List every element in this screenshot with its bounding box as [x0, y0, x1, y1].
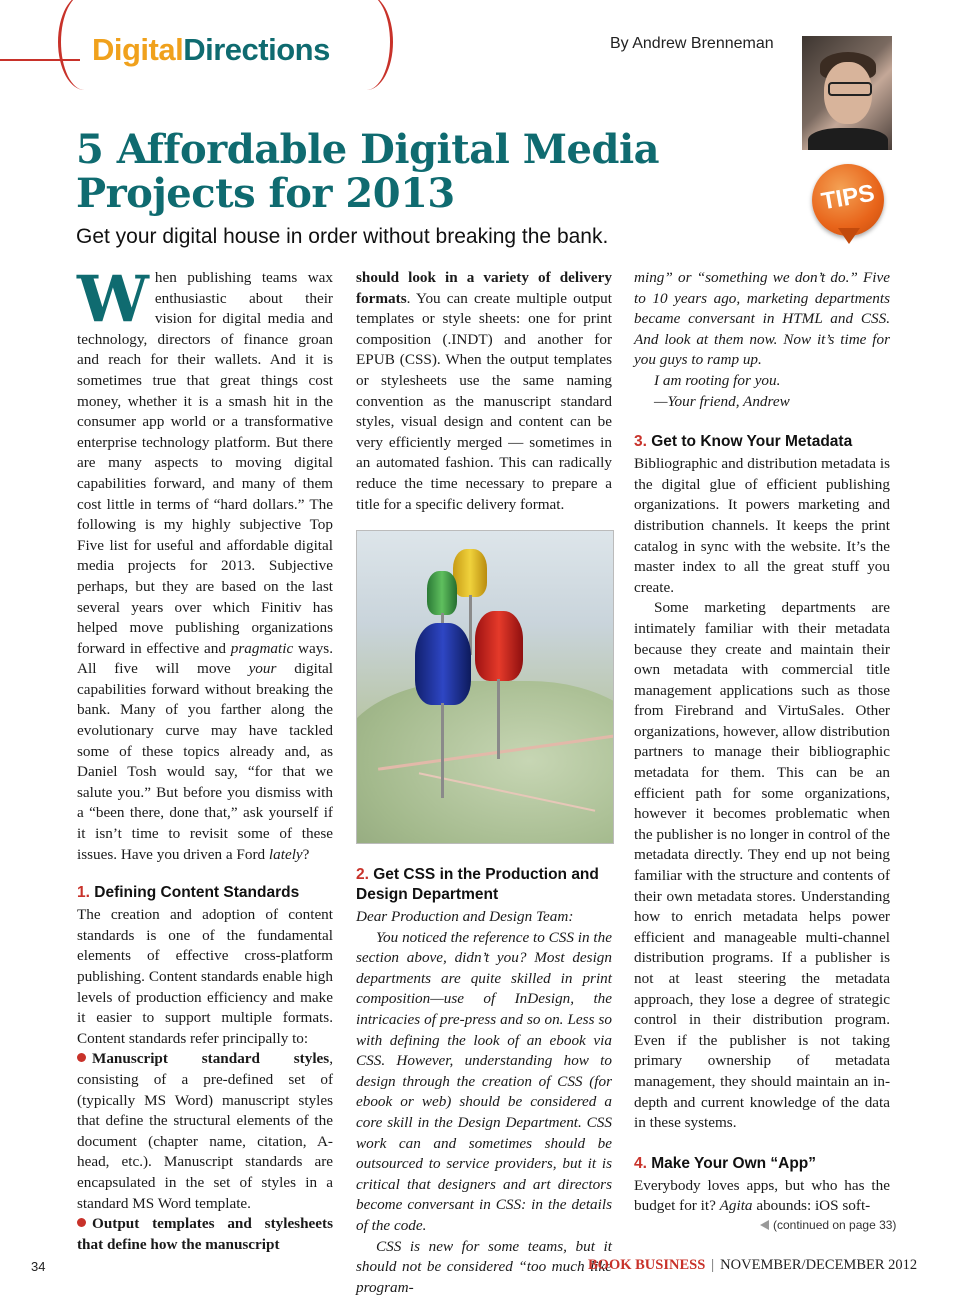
- intro-em-lately: lately: [268, 845, 303, 863]
- section-1-bullet-2-start: Output templates and stylesheets that define how the manuscript: [77, 1215, 333, 1253]
- intro-em-your: your: [248, 660, 277, 678]
- section-1-bullet-1: [77, 1049, 333, 1214]
- brand-part-digital: Digital: [92, 32, 184, 67]
- column-2-top: [356, 268, 612, 515]
- section-3-title: Get to Know Your Metadata: [651, 433, 853, 451]
- letter-paragraph-1: You noticed the reference to CSS in the section above, didn’t you? Most design departments are quite skilled in print composition—use of InDesign, the intricacies of pre-press and so on. Less so with defining the look of an ebook via CSS. However, understanding how to design through the creation of CSS (for ebook or web) should be considered a core skill in the Design Department. CSS work can and sometimes should be outsourced to service providers, but it is critical that designers and art directors become conversant in CSS: in the details of the code.: [356, 928, 612, 1234]
- pushpins-on-map-photo: [356, 530, 614, 844]
- article-subtitle: Get your digital house in order without breaking the bank.: [76, 225, 609, 248]
- section-3-paragraph-2: Some marketing departments are intimately familiar with their metadata because they create and maintain their own metadata with commercial title management applications such as those from Firebrand and VirtuSales. Other organizations, however, allow distribution partners to manage their bibliographic metadata for them. This can be an efficient path for some organizations, however it becomes problematic when the publisher is no longer in control of the metadata directly. They end up not being familiar with the structure and contents of their own metadata stores. Understanding how to enrich metadata helps power efficient and manageable multi-channel distribution programs. If a publisher is not at least steering the metadata approach, they lose a degree of strategic control in their distribution program. Even if the publisher is not taking primary ownership of metadata management, they should maintain an in-depth and current knowledge of the data in these systems.: [634, 599, 890, 1132]
- section-1-bullet-2-cont: should look in a variety of delivery formats. You can create multiple output templates or style sheets: one for print composition (.INDT) and another for EPUB (CSS). When the output templates or stylesheets use the same naming convention as the manuscript standard styles, visual design and content can be very efficiently merged — sometimes in an automated fashion. This can radically reduce the time necessary to prepare a title for a specific delivery format.: [356, 269, 612, 513]
- publication-name: BOOK BUSINESS: [588, 1257, 706, 1273]
- section-3-number: 3.: [634, 433, 647, 451]
- brand-part-directions: Directions: [183, 32, 330, 67]
- intro-text-c: digital capabilities forward without breaking the bank. Many of you farther along the evolutionary curve may have tackled some of these topics already and, as Daniel Tosh would say, “for that we salute you.” But before you dismiss with a “been there, done that,” ask yourself if it isn’t time to revisit some of these issues. Have you driven a Ford: [77, 660, 334, 863]
- author-photo: [802, 36, 892, 150]
- header-bracket-right: [340, 0, 393, 90]
- bullet-dot-icon: [77, 1218, 86, 1227]
- intro-text-b: ways. All five will move: [77, 639, 333, 678]
- section-4-text-b: abounds: iOS soft-: [752, 1197, 871, 1215]
- bullet-dot-icon: [77, 1053, 86, 1062]
- column-1: [77, 262, 334, 1255]
- section-4-em-agita: Agita: [719, 1197, 753, 1215]
- column-3: [634, 268, 890, 1217]
- section-3-heading: [634, 432, 890, 452]
- bullet-2-text: . You can create multiple output templates or style sheets: one for print composition (.INDT) and another for EPUB (CSS). When the output templates or stylesheets use the same naming convention as the manuscript standard styles, visual design and content can be very efficiently merged — sometimes in an automated fashion. This can radically reduce the time necessary to prepare a title for a specific delivery format.: [356, 289, 612, 513]
- tips-badge-pointer: [838, 228, 860, 244]
- byline: By Andrew Brenneman: [610, 35, 774, 52]
- continued-text: (continued on page 33): [773, 1218, 897, 1232]
- letter-closing: I am rooting for you.: [654, 371, 781, 389]
- section-4-heading: [634, 1154, 890, 1174]
- left-arrow-icon: [760, 1220, 769, 1230]
- header-rule: [0, 59, 80, 61]
- section-2-number: 2.: [356, 866, 369, 883]
- tips-badge-label: TIPS: [819, 179, 877, 216]
- section-2-heading: [356, 865, 612, 905]
- intro-end: ?: [302, 845, 310, 863]
- letter-salutation: Dear Production and Design Team:: [356, 908, 574, 925]
- page-number: 34: [31, 1259, 46, 1274]
- bullet-1-bold: Manuscript standard styles: [92, 1050, 330, 1068]
- intro-paragraph: [77, 262, 334, 865]
- section-4-text-a: Everybody loves apps, but who has the budget for it?: [634, 1176, 890, 1215]
- section-4-title: Make Your Own “App”: [651, 1154, 817, 1172]
- intro-text-a: hen publishing teams wax enthusiastic about their vision for digital media and technology, directors of finance groan and reach for their wallets. And it is sometimes true that great things cost money, whether it is a smash hit in the consumer app world or a transformative enterprise technology platform. But there are many aspects to moving digital capabilities forward, and many of them cost little in terms of “hard dollars.” The following is my highly subjective Top Five list for useful and affordable digital media projects for 2013. Subjective perhaps, but they are based on the last several years over which Finitiv has helped move publishing organizations forward in effective and: [77, 269, 333, 657]
- drop-cap: W: [77, 262, 149, 337]
- section-3-paragraph-1: Bibliographic and distribution metadata is the digital glue of efficient publishing organizations. It powers marketing and distribution channels. It keeps the print catalog in sync with the website. It’s the master index to all the great stuff you create.: [634, 455, 890, 596]
- section-1-number: 1.: [77, 884, 90, 902]
- section-brand: [92, 32, 330, 68]
- letter-signature: —Your friend, Andrew: [654, 392, 790, 410]
- section-1-paragraph: The creation and adoption of content standards is one of the fundamental elements of effective cross-platform publishing. Content standards enable high levels of production efficiency and make it easier to support multiple formats. Content standards refer principally to:: [77, 906, 333, 1047]
- section-2-title: Get CSS in the Production and Design Department: [356, 866, 599, 903]
- column-2-bottom: [356, 865, 612, 1298]
- letter-paragraph-2-cont: ming” or “something we don’t do.” Five to 10 years ago, marketing departments became conversant in HTML and CSS. And look at them now. Now it’s time for you guys to ramp up.: [634, 269, 890, 369]
- article-title: 5 Affordable Digital Media Projects for 2013: [76, 126, 660, 217]
- issue-date: NOVEMBER/DECEMBER 2012: [720, 1257, 918, 1273]
- section-1-title: Defining Content Standards: [94, 884, 300, 902]
- bullet-1-text: , consisting of a pre-defined set of (typically MS Word) manuscript styles that define the structural elements of the document (chapter name, citation, A-head, etc.). Manuscript standards are encapsulated in the set of styles in a standard MS Word template.: [77, 1050, 333, 1212]
- section-1-heading: [77, 883, 333, 903]
- continued-note: [760, 1218, 896, 1232]
- section-4-paragraph: [634, 1176, 890, 1217]
- footer-publication: BOOK BUSINESS | NOVEMBER/DECEMBER 2012: [588, 1257, 918, 1273]
- section-4-number: 4.: [634, 1154, 647, 1172]
- intro-em-pragmatic: pragmatic: [230, 639, 294, 657]
- letter-paragraph-2-start: CSS is new for some teams, but it should not be considered “too much like program-: [356, 1237, 612, 1296]
